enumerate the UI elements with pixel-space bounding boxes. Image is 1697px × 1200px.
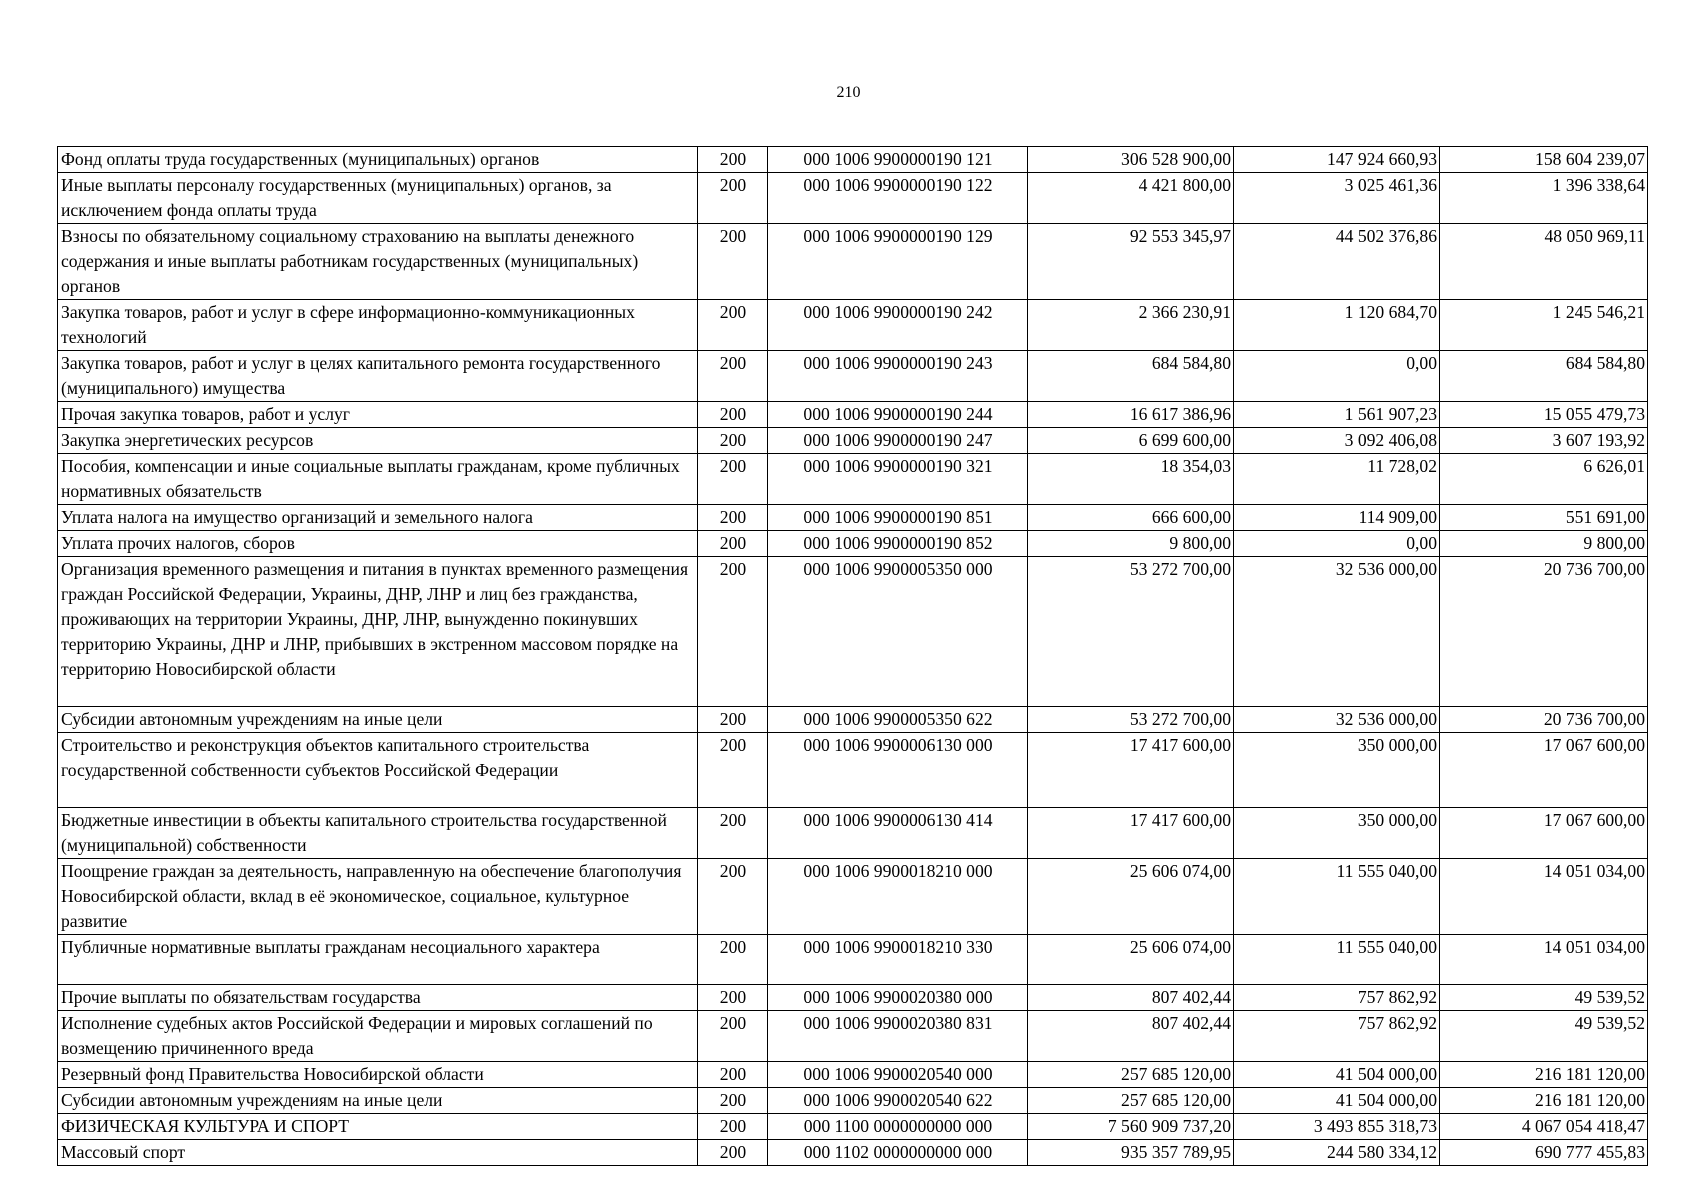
row-approved: 666 600,00 <box>1028 505 1234 531</box>
row-approved: 807 402,44 <box>1028 985 1234 1011</box>
row-executed: 32 536 000,00 <box>1234 707 1440 733</box>
row-unexecuted: 17 067 600,00 <box>1440 733 1648 808</box>
table-row <box>58 557 1648 707</box>
row-executed: 1 120 684,70 <box>1234 300 1440 351</box>
row-name: Уплата налога на имущество организаций и земельного налога <box>58 505 698 531</box>
page-number: 210 <box>836 84 861 101</box>
row-executed: 11 555 040,00 <box>1234 935 1440 985</box>
row-approved: 6 699 600,00 <box>1028 428 1234 454</box>
row-code: 200 <box>698 985 768 1011</box>
row-kbk: 000 1102 0000000000 000 <box>768 1140 1028 1166</box>
row-code: 200 <box>698 707 768 733</box>
table-row <box>58 1114 1648 1140</box>
row-code: 200 <box>698 733 768 808</box>
row-name: Прочие выплаты по обязательствам государства <box>58 985 698 1011</box>
row-executed: 0,00 <box>1234 531 1440 557</box>
table-body <box>58 147 1648 1166</box>
row-unexecuted: 49 539,52 <box>1440 1011 1648 1062</box>
row-code: 200 <box>698 557 768 707</box>
row-name: Пособия, компенсации и иные социальные выплаты гражданам, кроме публичных нормативных обязательств <box>58 454 698 505</box>
row-unexecuted: 14 051 034,00 <box>1440 935 1648 985</box>
row-kbk: 000 1006 9900020540 622 <box>768 1088 1028 1114</box>
row-executed: 757 862,92 <box>1234 985 1440 1011</box>
row-code: 200 <box>698 224 768 300</box>
row-unexecuted: 17 067 600,00 <box>1440 808 1648 859</box>
row-executed: 350 000,00 <box>1234 808 1440 859</box>
row-unexecuted: 216 181 120,00 <box>1440 1088 1648 1114</box>
row-executed: 0,00 <box>1234 351 1440 402</box>
row-executed: 757 862,92 <box>1234 1011 1440 1062</box>
row-approved: 807 402,44 <box>1028 1011 1234 1062</box>
table-row <box>58 1011 1648 1062</box>
table-row <box>58 428 1648 454</box>
row-approved: 18 354,03 <box>1028 454 1234 505</box>
table-row <box>58 935 1648 985</box>
row-name: Иные выплаты персоналу государственных (муниципальных) органов, за исключением фонда оплаты труда <box>58 173 698 224</box>
row-unexecuted: 3 607 193,92 <box>1440 428 1648 454</box>
row-name: Уплата прочих налогов, сборов <box>58 531 698 557</box>
row-executed: 41 504 000,00 <box>1234 1088 1440 1114</box>
row-code: 200 <box>698 859 768 935</box>
row-kbk: 000 1006 9900006130 414 <box>768 808 1028 859</box>
row-unexecuted: 49 539,52 <box>1440 985 1648 1011</box>
row-approved: 25 606 074,00 <box>1028 859 1234 935</box>
table-row <box>58 454 1648 505</box>
row-executed: 114 909,00 <box>1234 505 1440 531</box>
row-approved: 2 366 230,91 <box>1028 300 1234 351</box>
row-name: Закупка энергетических ресурсов <box>58 428 698 454</box>
row-kbk: 000 1006 9900018210 000 <box>768 859 1028 935</box>
row-approved: 53 272 700,00 <box>1028 707 1234 733</box>
row-kbk: 000 1006 9900020380 831 <box>768 1011 1028 1062</box>
row-executed: 350 000,00 <box>1234 733 1440 808</box>
row-kbk: 000 1006 9900000190 122 <box>768 173 1028 224</box>
row-name: Публичные нормативные выплаты гражданам несоциального характера <box>58 935 698 985</box>
table-row <box>58 147 1648 173</box>
row-code: 200 <box>698 1140 768 1166</box>
row-code: 200 <box>698 300 768 351</box>
row-kbk: 000 1006 9900000190 121 <box>768 147 1028 173</box>
row-unexecuted: 690 777 455,83 <box>1440 1140 1648 1166</box>
table-row <box>58 707 1648 733</box>
row-name: Бюджетные инвестиции в объекты капитального строительства государственной (муниципальной) собственности <box>58 808 698 859</box>
row-kbk: 000 1006 9900020540 000 <box>768 1062 1028 1088</box>
row-approved: 306 528 900,00 <box>1028 147 1234 173</box>
row-executed: 32 536 000,00 <box>1234 557 1440 707</box>
row-unexecuted: 216 181 120,00 <box>1440 1062 1648 1088</box>
row-kbk: 000 1006 9900000190 852 <box>768 531 1028 557</box>
row-code: 200 <box>698 808 768 859</box>
row-kbk: 000 1006 9900000190 851 <box>768 505 1028 531</box>
table-row <box>58 505 1648 531</box>
row-approved: 17 417 600,00 <box>1028 733 1234 808</box>
row-name: Фонд оплаты труда государственных (муниципальных) органов <box>58 147 698 173</box>
row-name: Организация временного размещения и питания в пунктах временного размещения граждан Российской Федерации, Украины, ДНР, ЛНР и лиц без гражданства, проживающих на территории Украины, ДНР, ЛНР, вынужденно покинувших территорию Украины, ДНР и ЛНР, прибывших в экстренном массовом порядке на территорию Новосибирской области <box>58 557 698 707</box>
row-unexecuted: 20 736 700,00 <box>1440 707 1648 733</box>
row-executed: 3 092 406,08 <box>1234 428 1440 454</box>
row-code: 200 <box>698 505 768 531</box>
row-name: Субсидии автономным учреждениям на иные цели <box>58 1088 698 1114</box>
row-approved: 935 357 789,95 <box>1028 1140 1234 1166</box>
row-unexecuted: 6 626,01 <box>1440 454 1648 505</box>
row-executed: 3 025 461,36 <box>1234 173 1440 224</box>
row-kbk: 000 1006 9900000190 242 <box>768 300 1028 351</box>
row-executed: 44 502 376,86 <box>1234 224 1440 300</box>
row-kbk: 000 1006 9900000190 129 <box>768 224 1028 300</box>
table-row <box>58 859 1648 935</box>
row-executed: 1 561 907,23 <box>1234 402 1440 428</box>
row-kbk: 000 1100 0000000000 000 <box>768 1114 1028 1140</box>
row-code: 200 <box>698 1062 768 1088</box>
row-name: Субсидии автономным учреждениям на иные цели <box>58 707 698 733</box>
table-row <box>58 808 1648 859</box>
row-name: Массовый спорт <box>58 1140 698 1166</box>
table-row <box>58 300 1648 351</box>
row-name: Строительство и реконструкция объектов капитального строительства государственной собственности субъектов Российской Федерации <box>58 733 698 808</box>
row-approved: 9 800,00 <box>1028 531 1234 557</box>
row-code: 200 <box>698 935 768 985</box>
row-approved: 257 685 120,00 <box>1028 1088 1234 1114</box>
row-kbk: 000 1006 9900005350 622 <box>768 707 1028 733</box>
table-row <box>58 985 1648 1011</box>
table-row <box>58 1088 1648 1114</box>
row-approved: 7 560 909 737,20 <box>1028 1114 1234 1140</box>
row-approved: 25 606 074,00 <box>1028 935 1234 985</box>
table-row <box>58 224 1648 300</box>
row-approved: 4 421 800,00 <box>1028 173 1234 224</box>
row-name: Закупка товаров, работ и услуг в целях капитального ремонта государственного (муниципального) имущества <box>58 351 698 402</box>
table-row <box>58 173 1648 224</box>
row-code: 200 <box>698 1011 768 1062</box>
row-name: ФИЗИЧЕСКАЯ КУЛЬТУРА И СПОРТ <box>58 1114 698 1140</box>
row-code: 200 <box>698 1088 768 1114</box>
row-approved: 17 417 600,00 <box>1028 808 1234 859</box>
row-executed: 11 555 040,00 <box>1234 859 1440 935</box>
row-kbk: 000 1006 9900000190 247 <box>768 428 1028 454</box>
row-unexecuted: 20 736 700,00 <box>1440 557 1648 707</box>
row-kbk: 000 1006 9900000190 321 <box>768 454 1028 505</box>
row-code: 200 <box>698 428 768 454</box>
row-unexecuted: 1 396 338,64 <box>1440 173 1648 224</box>
table-row <box>58 733 1648 808</box>
row-name: Поощрение граждан за деятельность, направленную на обеспечение благополучия Новосибирской области, вклад в её экономическое, социальное, культурное развитие <box>58 859 698 935</box>
row-unexecuted: 48 050 969,11 <box>1440 224 1648 300</box>
row-kbk: 000 1006 9900006130 000 <box>768 733 1028 808</box>
row-unexecuted: 9 800,00 <box>1440 531 1648 557</box>
row-unexecuted: 158 604 239,07 <box>1440 147 1648 173</box>
row-approved: 16 617 386,96 <box>1028 402 1234 428</box>
row-kbk: 000 1006 9900000190 243 <box>768 351 1028 402</box>
row-approved: 257 685 120,00 <box>1028 1062 1234 1088</box>
row-approved: 684 584,80 <box>1028 351 1234 402</box>
row-code: 200 <box>698 531 768 557</box>
row-name: Исполнение судебных актов Российской Федерации и мировых соглашений по возмещению причиненного вреда <box>58 1011 698 1062</box>
row-name: Закупка товаров, работ и услуг в сфере информационно-коммуникационных технологий <box>58 300 698 351</box>
row-unexecuted: 1 245 546,21 <box>1440 300 1648 351</box>
row-approved: 92 553 345,97 <box>1028 224 1234 300</box>
row-code: 200 <box>698 1114 768 1140</box>
row-code: 200 <box>698 147 768 173</box>
row-kbk: 000 1006 9900020380 000 <box>768 985 1028 1011</box>
row-name: Резервный фонд Правительства Новосибирской области <box>58 1062 698 1088</box>
table-row <box>58 402 1648 428</box>
row-code: 200 <box>698 351 768 402</box>
row-executed: 244 580 334,12 <box>1234 1140 1440 1166</box>
row-unexecuted: 4 067 054 418,47 <box>1440 1114 1648 1140</box>
row-kbk: 000 1006 9900000190 244 <box>768 402 1028 428</box>
table-row <box>58 1062 1648 1088</box>
row-unexecuted: 15 055 479,73 <box>1440 402 1648 428</box>
row-kbk: 000 1006 9900018210 330 <box>768 935 1028 985</box>
row-code: 200 <box>698 454 768 505</box>
row-code: 200 <box>698 402 768 428</box>
row-executed: 11 728,02 <box>1234 454 1440 505</box>
table-row <box>58 351 1648 402</box>
row-executed: 41 504 000,00 <box>1234 1062 1440 1088</box>
row-unexecuted: 684 584,80 <box>1440 351 1648 402</box>
row-code: 200 <box>698 173 768 224</box>
budget-execution-table <box>57 146 1648 1166</box>
row-executed: 147 924 660,93 <box>1234 147 1440 173</box>
table-row <box>58 531 1648 557</box>
row-executed: 3 493 855 318,73 <box>1234 1114 1440 1140</box>
row-unexecuted: 551 691,00 <box>1440 505 1648 531</box>
row-kbk: 000 1006 9900005350 000 <box>768 557 1028 707</box>
row-unexecuted: 14 051 034,00 <box>1440 859 1648 935</box>
row-name: Прочая закупка товаров, работ и услуг <box>58 402 698 428</box>
row-name: Взносы по обязательному социальному страхованию на выплаты денежного содержания и иные выплаты работникам государственных (муниципальных) органов <box>58 224 698 300</box>
table-row <box>58 1140 1648 1166</box>
row-approved: 53 272 700,00 <box>1028 557 1234 707</box>
